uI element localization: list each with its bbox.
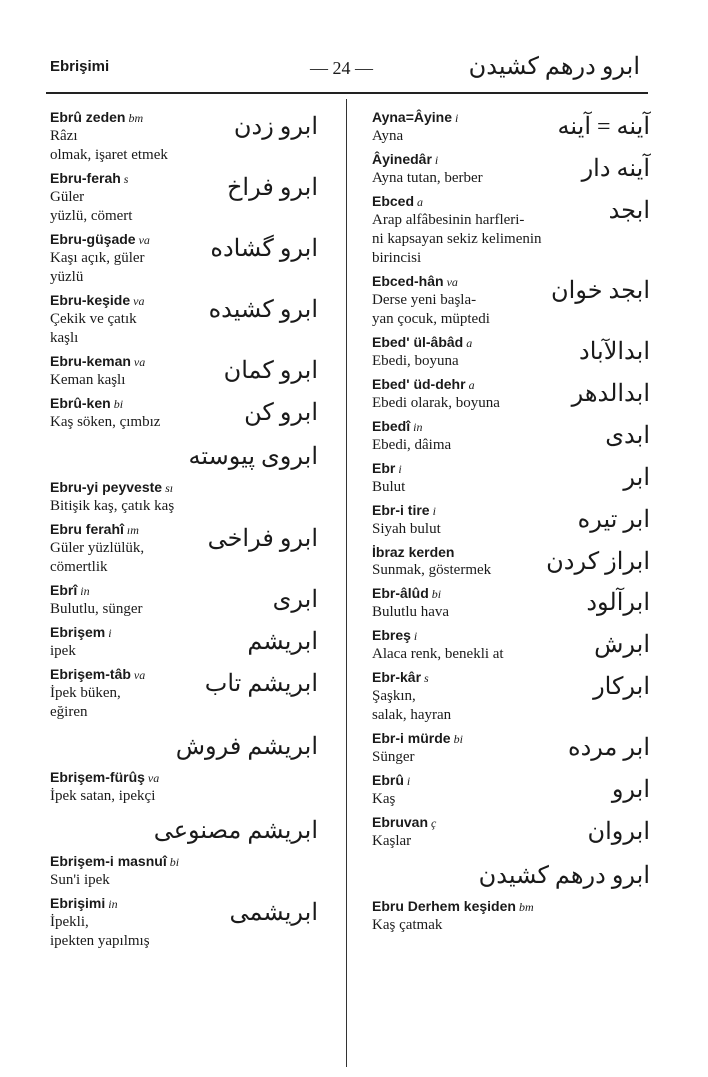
grammar-tag: i	[406, 774, 411, 788]
headword-text: Ebru-ferah	[50, 170, 121, 186]
dictionary-entry	[372, 626, 650, 664]
headword-text: Ebrişem	[50, 624, 106, 640]
dictionary-entry	[372, 333, 650, 371]
dictionary-entry	[50, 520, 318, 577]
grammar-tag: va	[147, 771, 160, 785]
entry-arabic-script: ابرو كمان	[223, 358, 318, 384]
headword-text: Ebced-hân	[372, 273, 444, 289]
headword-text: Ebrişem-i masnuî	[50, 853, 167, 869]
dictionary-entry	[372, 375, 650, 413]
grammar-tag: bm	[128, 111, 144, 125]
column-separator	[346, 99, 347, 1067]
entry-definition: olmak, işaret etmek	[50, 147, 168, 163]
entry-definition: birincisi	[372, 250, 422, 266]
entry-definition: Sun'i ipek	[50, 872, 110, 888]
entry-definition: Derse yeni başla-	[372, 292, 477, 308]
headword-text: Ebedî	[372, 418, 411, 434]
grammar-tag: va	[446, 275, 458, 289]
dictionary-entry	[372, 150, 650, 188]
entry-definition: Bulut	[372, 479, 406, 495]
entry-definition: Şaşkın,	[372, 688, 416, 704]
arabic-headword: ابروى پيوسته	[188, 444, 318, 470]
right-column	[372, 108, 650, 939]
headword-text: Ebru-güşade	[50, 231, 136, 247]
entry-definition: İpek satan, ipekçi	[50, 788, 156, 804]
dictionary-entry	[50, 852, 318, 890]
grammar-tag: in	[413, 420, 423, 434]
dictionary-entry	[372, 417, 650, 455]
headword-text: Ebrişimi	[50, 895, 106, 911]
entry-arabic-script: آينه = آينه	[557, 114, 650, 140]
grammar-tag: i	[398, 462, 402, 476]
entry-definition: Ebedi, dâima	[372, 437, 452, 453]
entry-arabic-script: ابرآلود	[586, 590, 650, 616]
grammar-tag: bi	[113, 397, 124, 411]
entry-definition: Sunmak, göstermek	[372, 562, 492, 578]
entry-definition: Arap alfâbesinin harfleri-	[372, 212, 525, 228]
entry-arabic-script: ابرو زدن	[233, 114, 318, 140]
entry-definition: İpek büken,	[50, 685, 121, 701]
dictionary-entry	[372, 108, 650, 146]
entry-arabic-script: ابدى	[605, 423, 650, 449]
headword-text: Ebrî	[50, 582, 78, 598]
grammar-tag: va	[133, 294, 145, 308]
dictionary-entry	[50, 394, 318, 432]
entry-definition: ni kapsayan sekiz kelimenin	[372, 231, 542, 247]
entry-headword	[372, 771, 650, 790]
grammar-tag: i	[108, 626, 112, 640]
entry-arabic-script: ابدالآباد	[579, 339, 650, 365]
headword-text: Ebr	[372, 460, 396, 476]
dictionary-entry	[50, 352, 318, 390]
headword-text: Ebrû	[372, 772, 404, 788]
entry-arabic-script: ابر	[623, 465, 650, 491]
headword-text: İbraz kerden	[372, 544, 455, 560]
dictionary-entry	[372, 897, 650, 935]
entry-arabic-script: ابدالدهر	[571, 381, 650, 407]
grammar-tag: bi	[169, 855, 180, 869]
grammar-tag: va	[133, 668, 146, 682]
entry-definition: salak, hayran	[372, 707, 452, 723]
entry-arabic-script: ابركار	[593, 674, 650, 700]
headword-text: Ebr-i tire	[372, 502, 430, 518]
dictionary-entry	[372, 501, 650, 539]
dictionary-entry	[50, 108, 318, 165]
headword-text: Ebru-keman	[50, 353, 131, 369]
entry-definition: Keman kaşlı	[50, 372, 126, 388]
dictionary-entry	[50, 581, 318, 619]
headword-text: Ebed' üd-dehr	[372, 376, 466, 392]
headword-text: Ebru-yi peyveste	[50, 479, 163, 495]
headword-text: Ebru-keşide	[50, 292, 131, 308]
grammar-tag: va	[138, 233, 150, 247]
grammar-tag: a	[468, 378, 475, 392]
grammar-tag: a	[466, 336, 473, 350]
entry-definition: Alaca renk, benekli at	[372, 646, 504, 662]
entry-definition: Kaşı açık, güler	[50, 250, 145, 266]
entry-definition: Bitişik kaş, çatık kaş	[50, 498, 175, 514]
grammar-tag: bm	[518, 900, 534, 914]
dictionary-entry	[50, 665, 318, 722]
headword-text: Ebru Derhem keşiden	[372, 898, 516, 914]
headword-text: Ebrû zeden	[50, 109, 126, 125]
arabic-headword: ابرو درهم كشيدن	[478, 863, 650, 889]
entry-arabic-script: ابرو فراخى	[207, 526, 318, 552]
headword-text: Ebrû-ken	[50, 395, 111, 411]
entry-arabic-script: ابر تيره	[577, 507, 650, 533]
entry-definition: Güler	[50, 189, 85, 205]
entry-definition: Ebedi, boyuna	[372, 353, 459, 369]
entry-definition: yüzlü	[50, 269, 84, 285]
header-rule	[46, 92, 648, 94]
entry-arabic-script: ابريشم تاب	[204, 671, 318, 697]
entry-definition: cömertlik	[50, 559, 108, 575]
dictionary-entry	[50, 291, 318, 348]
grammar-tag: bi	[431, 587, 442, 601]
dictionary-entry	[372, 813, 650, 851]
entry-arabic-script: ابرو كشيده	[208, 297, 318, 323]
entry-arabic-script: ابرو گشاده	[210, 236, 318, 262]
entry-headword	[50, 478, 318, 497]
dictionary-entry	[372, 771, 650, 809]
headword-text: Ebr-kâr	[372, 669, 422, 685]
grammar-tag: ç	[431, 816, 437, 830]
headword-text: Ebru ferahî	[50, 521, 124, 537]
entry-definition: Râzı	[50, 128, 78, 144]
dictionary-entry	[372, 192, 650, 268]
dictionary-entry	[50, 169, 318, 226]
entry-headword	[50, 768, 318, 787]
left-column	[50, 108, 318, 955]
entry-arabic-script: ابرو	[611, 777, 650, 803]
entry-definition: Sünger	[372, 749, 415, 765]
headword-text: Ebrişem-tâb	[50, 666, 131, 682]
entry-definition: Bulutlu hava	[372, 604, 450, 620]
grammar-tag: in	[80, 584, 90, 598]
entry-definition: Kaş söken, çımbız	[50, 414, 161, 430]
arabic-headword: ابريشم فروش	[175, 734, 318, 760]
dictionary-entry	[50, 768, 318, 806]
entry-arabic-script: ابرو كن	[244, 400, 318, 426]
entry-arabic-script: ابرى	[272, 587, 318, 613]
grammar-tag: ım	[126, 523, 139, 537]
grammar-tag: bi	[453, 732, 463, 746]
dictionary-entry	[372, 459, 650, 497]
grammar-tag: in	[108, 897, 118, 911]
entry-definition: İpekli,	[50, 914, 89, 930]
entry-definition: Ayna tutan, berber	[372, 170, 483, 186]
entry-arabic-script: ابروان	[587, 819, 650, 845]
entry-definition: ipekten yapılmış	[50, 933, 150, 949]
arabic-headword: ابريشم مصنوعى	[153, 818, 318, 844]
headword-text: Ebruvan	[372, 814, 429, 830]
entry-definition: kaşlı	[50, 330, 79, 346]
header-arabic-word: ابرو درهم كشيدن	[468, 54, 640, 80]
entry-arabic-script: ابجد	[608, 198, 650, 224]
entry-arabic-script: ابرش	[594, 632, 650, 658]
entry-headword	[50, 852, 318, 871]
page-header	[50, 54, 648, 92]
entry-definition: eğiren	[50, 704, 88, 720]
headword-text: Ebed' ül-âbâd	[372, 334, 464, 350]
dictionary-entry	[50, 230, 318, 287]
dictionary-entry	[372, 584, 650, 622]
entry-headword	[372, 897, 650, 916]
dictionary-entry	[372, 668, 650, 725]
grammar-tag: va	[133, 355, 146, 369]
entry-arabic-script: ابراز كردن	[546, 549, 650, 575]
entry-definition: Siyah bulut	[372, 521, 441, 537]
headword-text: Ayna=Âyine	[372, 109, 453, 125]
headword-text: Ebced	[372, 193, 415, 209]
entry-arabic-script: ابرو فراخ	[226, 175, 318, 201]
entry-definition: Kaş	[372, 791, 396, 807]
headword-text: Ebr-âlûd	[372, 585, 429, 601]
grammar-tag: i	[432, 504, 436, 518]
entry-definition: yan çocuk, müptedi	[372, 311, 490, 327]
entry-definition: Kaşlar	[372, 833, 412, 849]
entry-definition: Bulutlu, sünger	[50, 601, 143, 617]
entry-definition: Güler yüzlülük,	[50, 540, 145, 556]
headword-text: Ebr-i mürde	[372, 730, 451, 746]
headword-text: Ebrişem-fürûş	[50, 769, 145, 785]
page-number: — 24 —	[310, 58, 373, 78]
entry-definition: Ebedi olarak, boyuna	[372, 395, 500, 411]
grammar-tag: i	[455, 111, 459, 125]
grammar-tag: sı	[165, 481, 174, 495]
headword-text: Ebreş	[372, 627, 411, 643]
entry-definition: yüzlü, cömert	[50, 208, 133, 224]
dictionary-entry	[372, 272, 650, 329]
dictionary-entry	[50, 478, 318, 516]
grammar-tag: i	[434, 153, 439, 167]
entry-arabic-script: آينه دار	[581, 156, 650, 182]
grammar-tag: s	[424, 671, 429, 685]
dictionary-entry	[372, 729, 650, 767]
grammar-tag: s	[123, 172, 129, 186]
entry-headword	[372, 459, 650, 478]
entry-definition: Ayna	[372, 128, 404, 144]
dictionary-entry	[50, 894, 318, 951]
grammar-tag: i	[413, 629, 418, 643]
entry-definition: ipek	[50, 643, 76, 659]
header-guide-word: Ebrişimi	[50, 58, 110, 75]
dictionary-entry	[372, 543, 650, 580]
entry-arabic-script: ابريشم	[247, 629, 318, 655]
entry-arabic-script: ابجد خوان	[551, 278, 650, 304]
headword-text: Âyinedâr	[372, 151, 432, 167]
entry-arabic-script: ابر مرده	[568, 735, 650, 761]
entry-definition: Çekik ve çatık	[50, 311, 137, 327]
entry-arabic-script: ابريشمى	[229, 900, 318, 926]
grammar-tag: a	[417, 195, 424, 209]
entry-definition: Kaş çatmak	[372, 917, 443, 933]
dictionary-entry	[50, 623, 318, 661]
